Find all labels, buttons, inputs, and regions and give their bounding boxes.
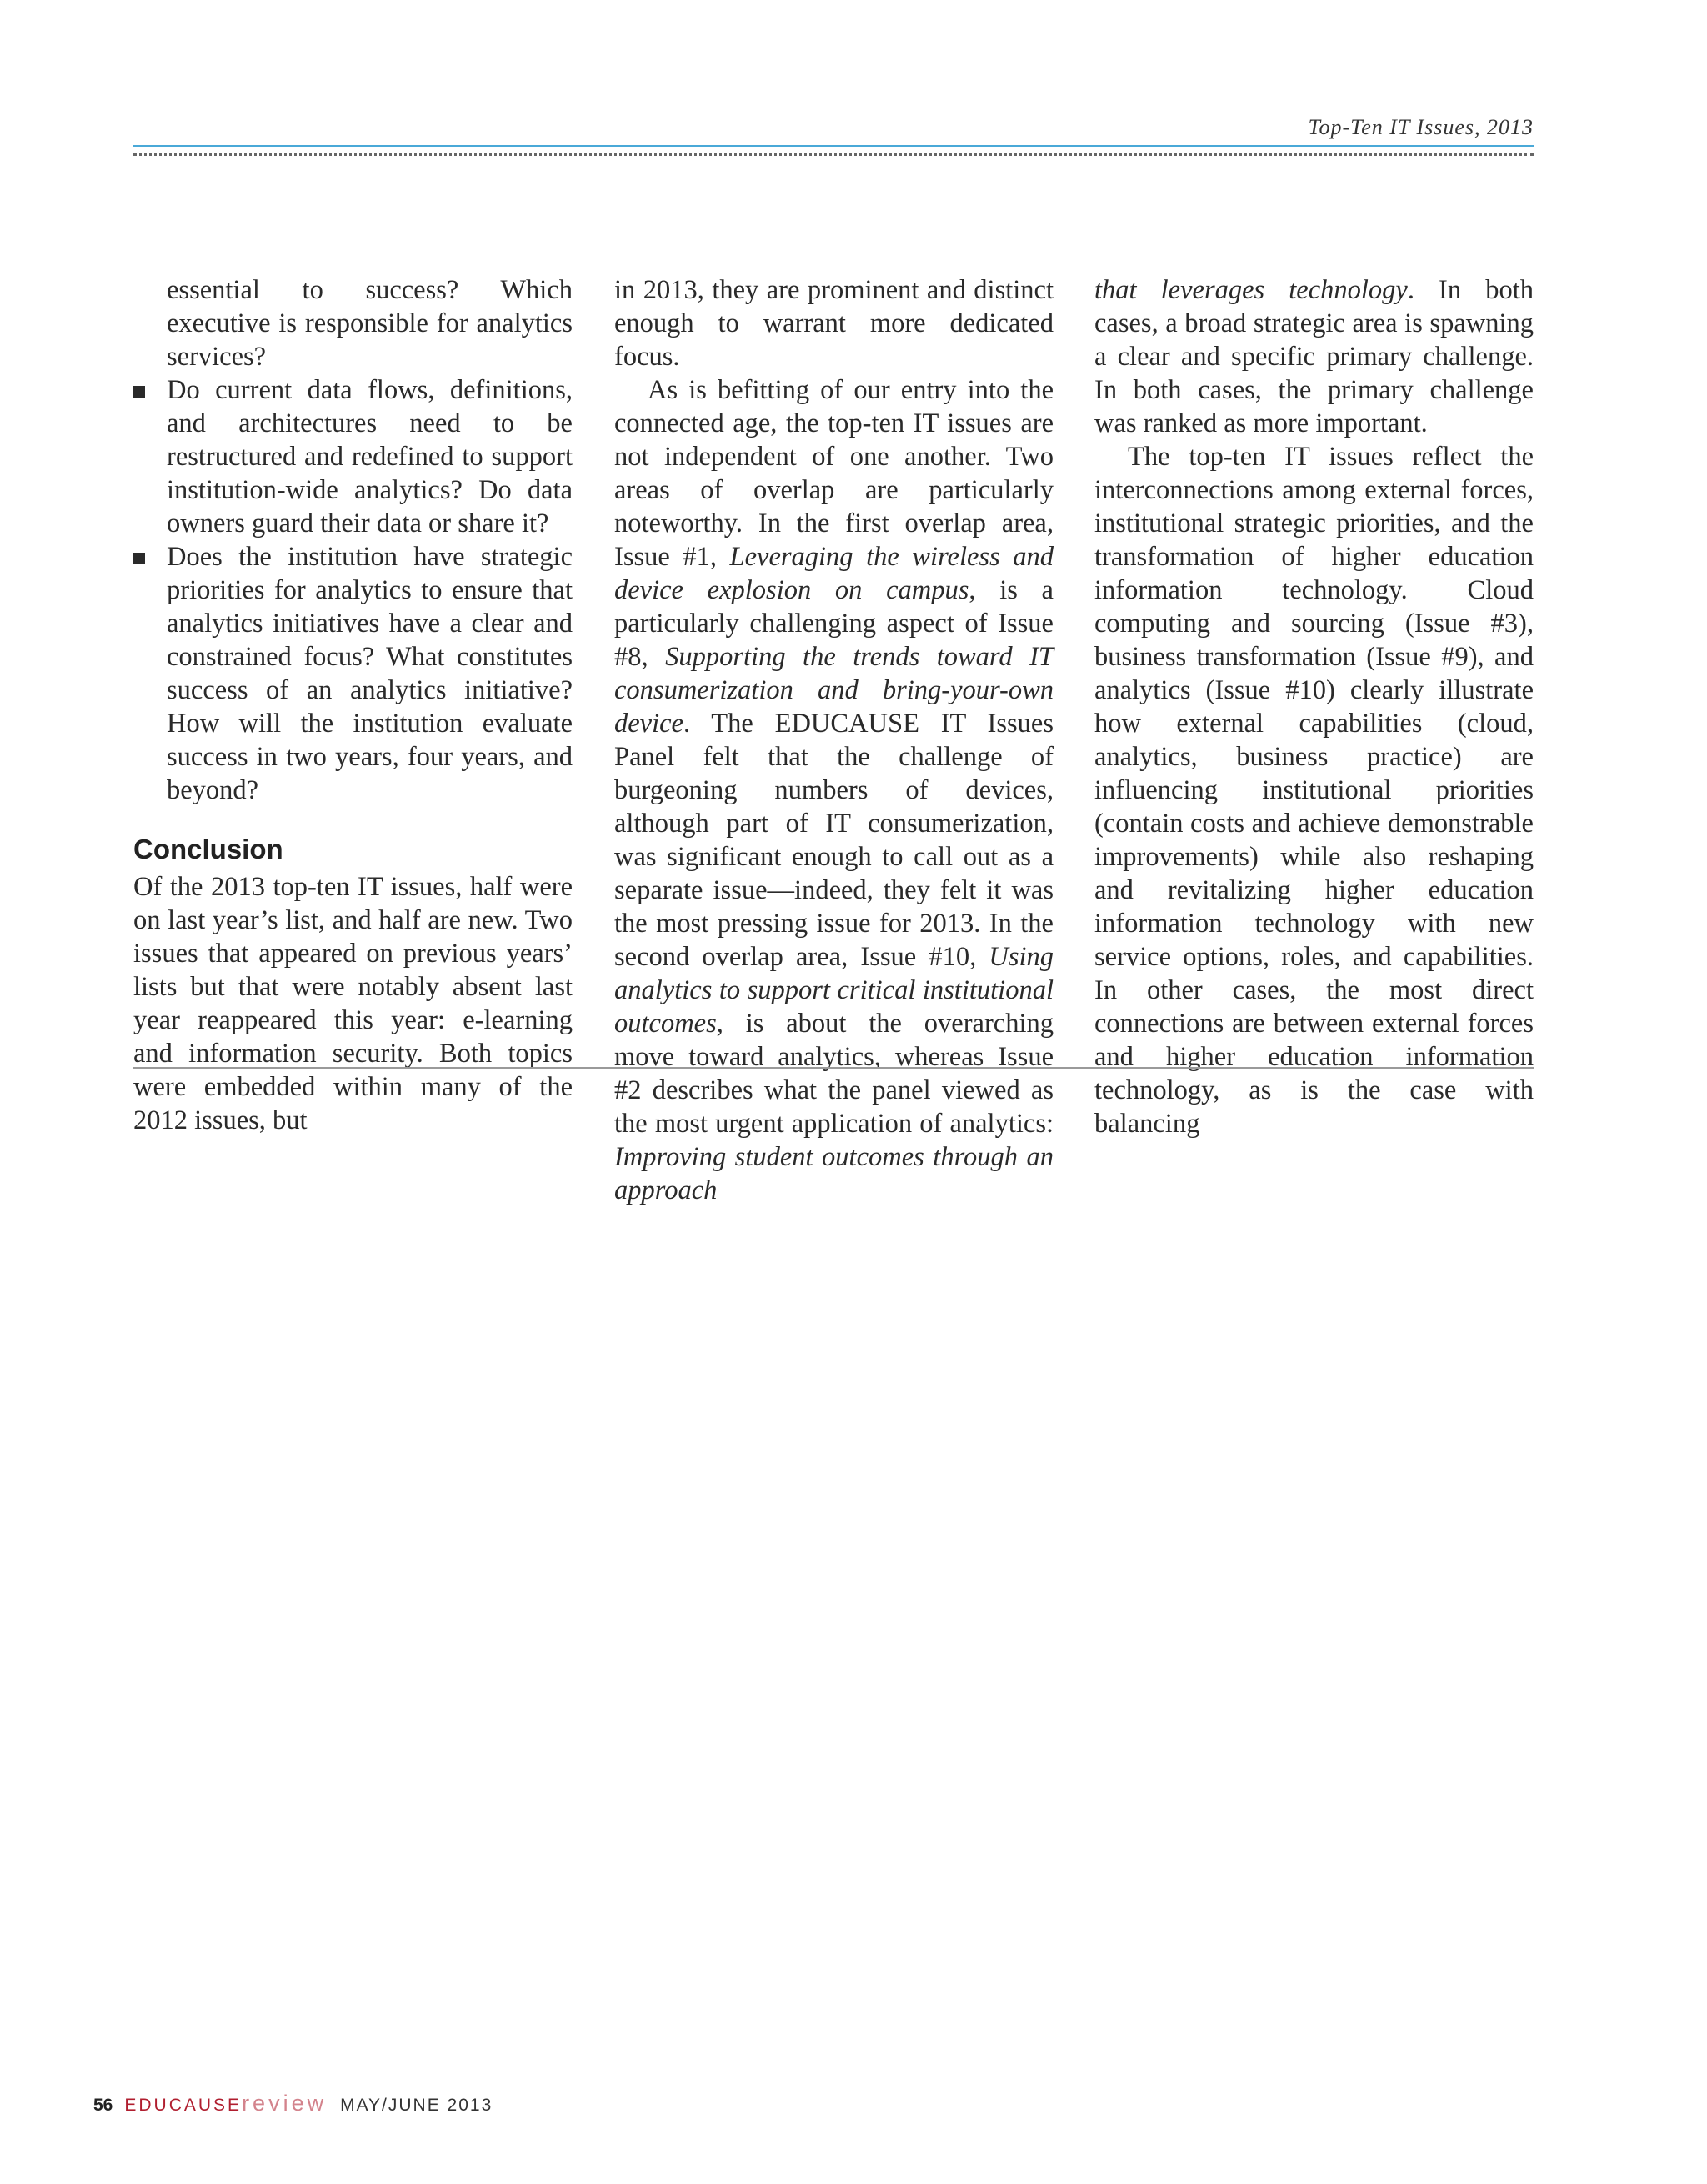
issue-title-8: Supporting the trends toward IT consumerization and bring-your-own device — [614, 642, 1054, 739]
square-bullet-icon — [133, 386, 145, 398]
paragraph — [1094, 273, 1534, 440]
running-header: Top-Ten IT Issues, 2013 — [1308, 115, 1534, 139]
text-run: . The EDUCAUSE IT Issues Panel felt that the challenge of burgeoning numbers of devices, although part of IT consumerization, was significant enough to call out as a separate issue—indeed, they felt it was the most pressing issue for 2013. In the second overlap area, Issue #10, — [614, 709, 1054, 972]
issue-date: MAY/JUNE 2013 — [340, 2096, 493, 2115]
issue-title-1: Leveraging the wireless and device explosion on campus — [614, 542, 1054, 605]
text-run: , is a particularly challenging aspect of Issue #8, — [614, 575, 1054, 672]
column-1 — [133, 273, 573, 1137]
column-3 — [1094, 273, 1534, 1140]
issue-title-10: Using analytics to support critical institutional outcomes, — [614, 942, 1054, 1039]
brand-educause: EDUCAUSE — [124, 2096, 243, 2115]
square-bullet-icon — [133, 553, 145, 564]
bottom-rule — [133, 1067, 1534, 1069]
issue-title-2-cont: that leverages technology — [1094, 275, 1408, 305]
paragraph-interconnections: The top-ten IT issues reflect the interconnections among external forces, institutional strategic priorities, and the transformation of higher education information technology. Cloud computing and sourcing (Issue #3), business transformation (Issue #9), and analytics (Issue #10) clearly illustrate how external capabilities (cloud, analytics, business practice) are influencing institutional priorities (contain costs and achieve demonstrable improvements) while also reshaping and revitalizing higher education information technology with new service options, roles, and capabilities. In other cases, the most direct connections are between external forces and higher education information technology, as is the case with balancing — [1094, 442, 1534, 1139]
bullet-text: Do current data flows, definitions, and architectures need to be restructured and redefined to support institution-wide analytics? Do data owners guard their data or share it? — [167, 375, 573, 538]
issue-title-2: Improving student outcomes through an approach — [614, 1142, 1054, 1205]
list-item — [133, 373, 573, 540]
section-heading-conclusion: Conclusion — [133, 834, 283, 864]
text-run: is about the overarching move toward analytics, whereas Issue #2 describes what the panel viewed as the most urgent application of analytics: — [614, 1009, 1054, 1139]
header-rule — [133, 145, 1534, 147]
brand-review: review — [242, 2091, 328, 2116]
continued-text: essential to success? Which executive is responsible for analytics services? — [167, 275, 573, 372]
text-run: As is befitting of our entry into the connected age, the top-ten IT issues are not independent of one another. Two areas of overlap are particularly noteworthy. In the first overlap area, Issue #1, — [614, 375, 1054, 572]
header-dotted-rule — [133, 153, 1534, 156]
conclusion-paragraph: Of the 2013 top-ten IT issues, half were on last year’s list, and half are new. Two issues that appeared on previous years’ lists but that were notably absent last year reappeared this year: e-learning and information security. Both topics were embedded within many of the 2012 issues, but — [133, 872, 573, 1135]
bullet-list — [133, 373, 573, 807]
list-item — [133, 540, 573, 807]
bullet-text: Does the institution have strategic priorities for analytics to ensure that analytics initiatives have a clear and constrained focus? What constitutes success of an analytics initiative? How will the institution evaluate success in two years, four years, and beyond? — [167, 542, 573, 805]
paragraph-overlap — [614, 373, 1054, 1207]
paragraph: in 2013, they are prominent and distinct enough to warrant more dedicated focus. — [614, 275, 1054, 372]
page-footer — [93, 2091, 493, 2116]
page-number: 56 — [93, 2096, 113, 2115]
text-run: . In both cases, a broad strategic area is spawning a clear and specific primary challenge. In both cases, the primary challenge was ranked as more important. — [1094, 275, 1534, 438]
